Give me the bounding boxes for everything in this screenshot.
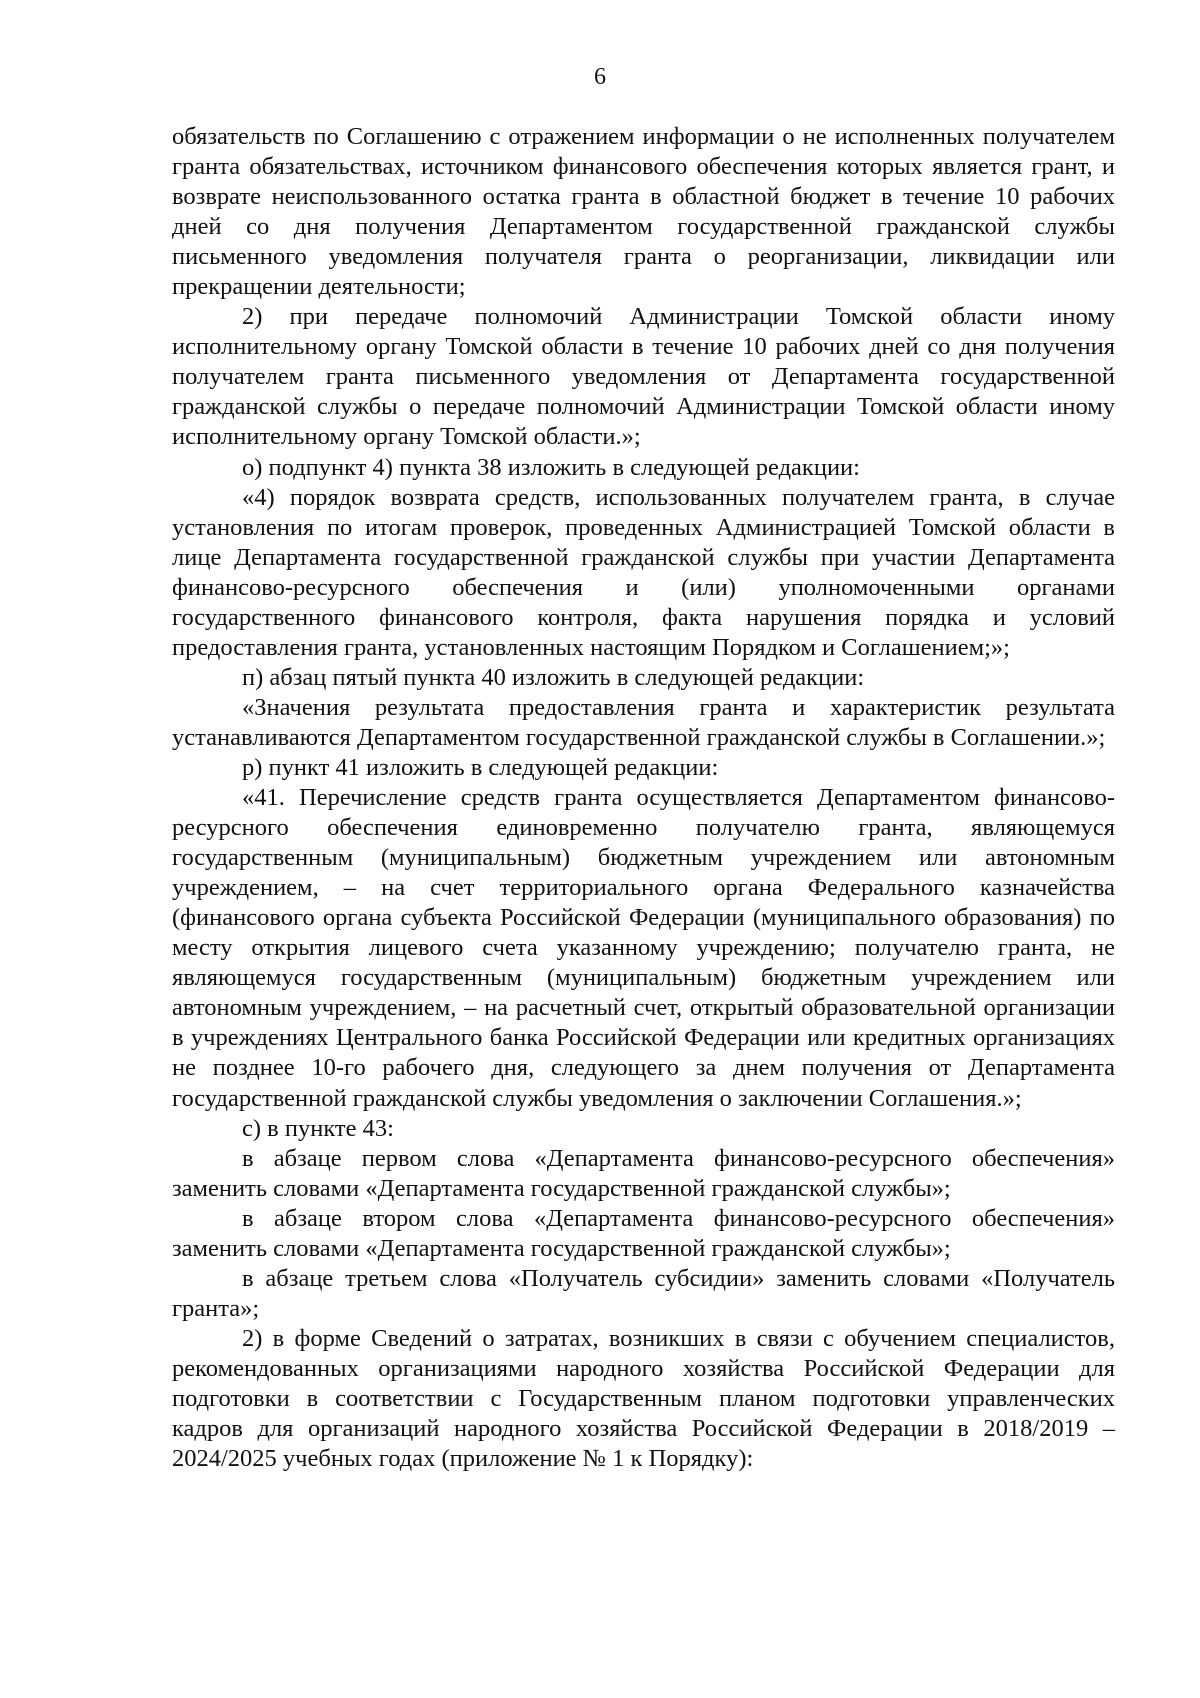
paragraph: «Значения результата предоставления гранта и характеристик результата устанавливаются Департаментом государственной гражданской службы в Соглашении.»; bbox=[172, 693, 1115, 751]
paragraph: обязательств по Соглашению с отражением информации о не исполненных получателем гранта обязательствах, источником финансового обеспечения которых является грант, и возврате неиспользованного остатка гранта в областной бюджет в течение 10 рабочих дней со дня получения Департаментом государственной гражданской службы письменного уведомления получателя гранта о реорганизации, ликвидации или прекращении деятельности; bbox=[172, 123, 1115, 301]
paragraph: о) подпункт 4) пункта 38 изложить в следующей редакции: bbox=[242, 453, 860, 481]
paragraph: в абзаце третьем слова «Получатель субсидии» заменить словами «Получатель гранта»; bbox=[172, 1264, 1115, 1322]
paragraph: «4) порядок возврата средств, использованных получателем гранта, в случае установления по итогам проверок, проведенных Администрацией Томской области в лице Департамента государственной гражданской службы при участии Департамента финансово-ресурсного обеспечения и (или) уполномоченными органами государственного финансового контроля, факта нарушения порядка и условий предоставления гранта, установленных настоящим Порядком и Соглашением;»; bbox=[172, 483, 1115, 661]
paragraph: «41. Перечисление средств гранта осуществляется Департаментом финансово-ресурсного обеспечения единовременно получателю гранта, являющемуся государственным (муниципальным) бюджетным учреждением или автономным учреждением, – на счет территориального органа Федерального казначейства (финансового органа субъекта Российской Федерации (муниципального образования) по месту открытия лицевого счета указанному учреждению; получателю гранта, не являющемуся государственным (муниципальным) бюджетным учреждением или автономным учреждением, – на расчетный счет, открытый образовательной организации в учреждениях Центрального банка Российской Федерации или кредитных организациях не позднее 10-го рабочего дня, следующего за днем получения от Департамента государственной гражданской службы уведомления о заключении Соглашения.»; bbox=[172, 784, 1115, 1112]
paragraph: п) абзац пятый пункта 40 изложить в следующей редакции: bbox=[242, 663, 865, 691]
paragraph: р) пункт 41 изложить в следующей редакции: bbox=[242, 753, 719, 781]
paragraph: с) в пункте 43: bbox=[242, 1114, 394, 1142]
document-body bbox=[172, 122, 1115, 1474]
page-number: 6 bbox=[594, 64, 606, 90]
paragraph: 2) при передаче полномочий Администрации Томской области иному исполнительному органу Томской области в течение 10 рабочих дней со дня получения получателем гранта письменного уведомления от Департамента государственной гражданской службы о передаче полномочий Администрации Томской области иному исполнительному органу Томской области.»; bbox=[172, 303, 1115, 451]
paragraph: в абзаце втором слова «Департамента финансово-ресурсного обеспечения» заменить словами «Департамента государственной гражданской службы»; bbox=[172, 1204, 1115, 1262]
paragraph: в абзаце первом слова «Департамента финансово-ресурсного обеспечения» заменить словами «Департамента государственной гражданской службы»; bbox=[172, 1144, 1115, 1202]
paragraph: 2) в форме Сведений о затратах, возникших в связи с обучением специалистов, рекомендованных организациями народного хозяйства Российской Федерации для подготовки в соответствии с Государственным планом подготовки управленческих кадров для организаций народного хозяйства Российской Федерации в 2018/2019 – 2024/2025 учебных годах (приложение № 1 к Порядку): bbox=[172, 1324, 1115, 1473]
